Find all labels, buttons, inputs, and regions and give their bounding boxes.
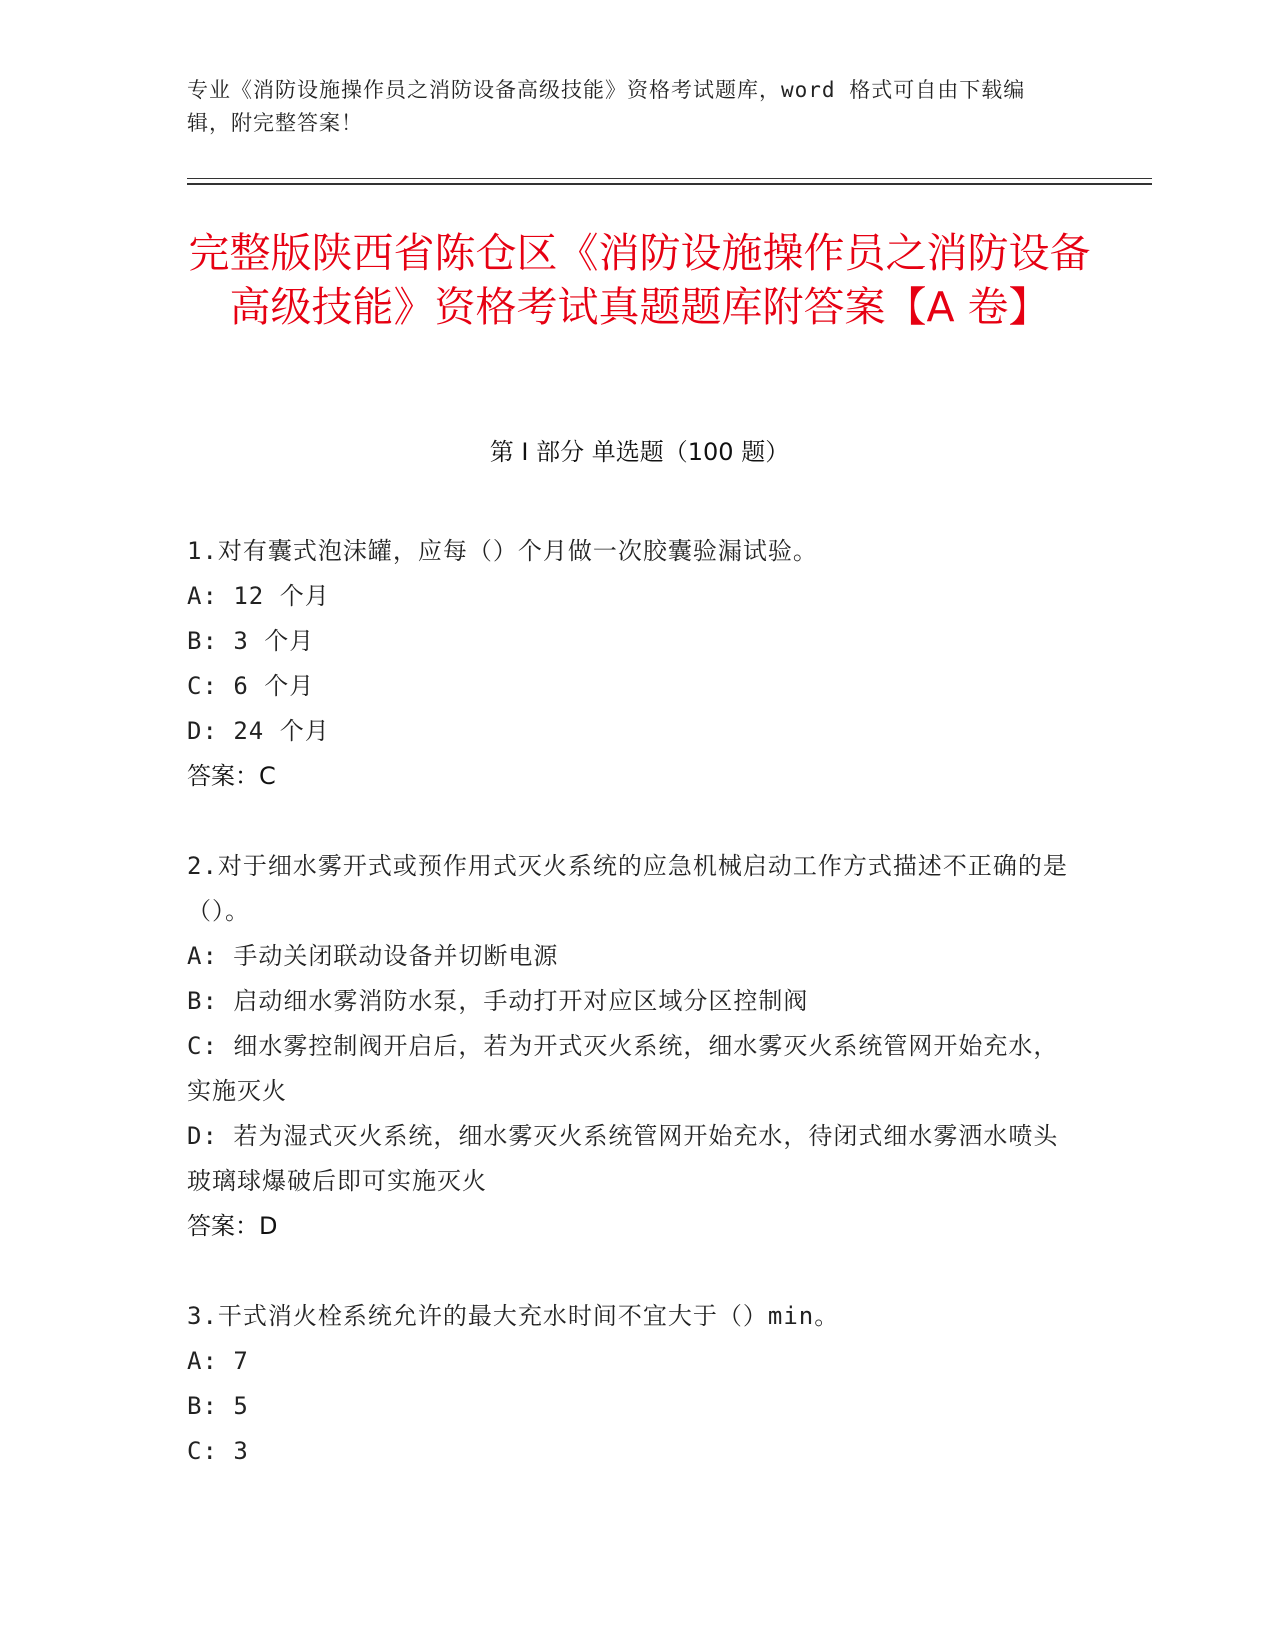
header-divider-thin bbox=[187, 178, 1152, 179]
header-note: 专业《消防设施操作员之消防设备高级技能》资格考试题库，word 格式可自由下载编辑，附完整答案！ bbox=[187, 78, 1026, 135]
option-c: C: 6 个月 bbox=[187, 672, 315, 700]
question-stem: 1.对有囊式泡沫罐，应每（）个月做一次胶囊验漏试验。 bbox=[187, 537, 818, 565]
option-c: C: 细水雾控制阀开启后，若为开式灭火系统，细水雾灭火系统管网开始充水，实施灭火 bbox=[187, 1032, 1059, 1105]
option-c: C: 3 bbox=[187, 1437, 249, 1465]
option-d: D: 24 个月 bbox=[187, 717, 330, 745]
document-title: 完整版陕西省陈仓区《消防设施操作员之消防设备高级技能》资格考试真题题库附答案【A 卷】 bbox=[188, 229, 1091, 331]
header-divider-thick bbox=[187, 183, 1152, 185]
answer: 答案：D bbox=[187, 1212, 278, 1240]
option-b: B: 5 bbox=[187, 1392, 249, 1420]
section-heading: 第 I 部分 单选题（100 题） bbox=[489, 438, 790, 466]
question-3 bbox=[187, 1294, 1082, 1474]
option-a: A: 7 bbox=[187, 1347, 249, 1375]
question-list bbox=[187, 529, 1082, 1519]
question-stem: 3.干式消火栓系统允许的最大充水时间不宜大于（）min。 bbox=[187, 1302, 840, 1330]
option-b: B: 启动细水雾消防水泵，手动打开对应区域分区控制阀 bbox=[187, 987, 809, 1015]
answer: 答案：C bbox=[187, 762, 276, 790]
option-a: A: 手动关闭联动设备并切断电源 bbox=[187, 942, 559, 970]
option-b: B: 3 个月 bbox=[187, 627, 315, 655]
option-d: D: 若为湿式灭火系统，细水雾灭火系统管网开始充水，待闭式细水雾洒水喷头玻璃球爆破后即可实施灭火 bbox=[187, 1122, 1059, 1195]
question-2 bbox=[187, 844, 1082, 1249]
question-stem: 2.对于细水雾开式或预作用式灭火系统的应急机械启动工作方式描述不正确的是（）。 bbox=[187, 852, 1068, 925]
question-1 bbox=[187, 529, 1082, 799]
option-a: A: 12 个月 bbox=[187, 582, 330, 610]
